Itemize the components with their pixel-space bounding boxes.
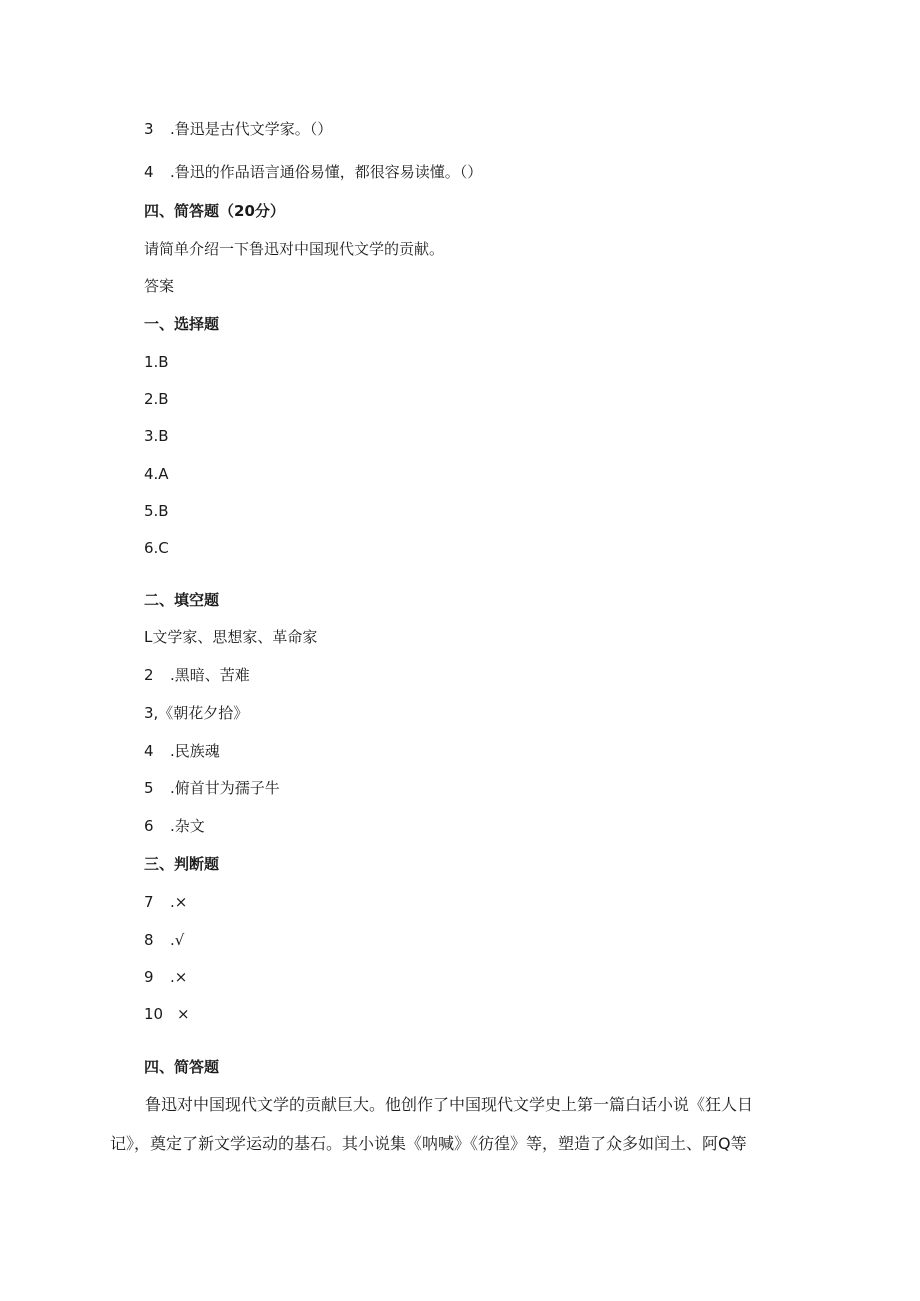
answer-number: 2 <box>144 666 154 684</box>
answer-text: .× <box>170 968 188 986</box>
question-number: 3 <box>144 120 154 138</box>
fill-answer <box>144 777 280 799</box>
answer-number: 10 <box>144 1005 164 1023</box>
short-answer-question: 请简单介绍一下鲁迅对中国现代文学的贡献。 <box>144 240 445 258</box>
answer-text: .俯首甘为孺子牛 <box>170 779 280 797</box>
fill-answer <box>144 664 250 686</box>
fill-answer <box>144 740 220 762</box>
judge-answer <box>144 1003 190 1025</box>
answers-title: 答案 <box>144 277 175 295</box>
short-answer-paragraph-line: 记》，奠定了新文学运动的基石。其小说集《呐喊》《彷徨》等，塑造了众多如闰土、阿Q等 <box>110 1134 747 1153</box>
answer-text: .民族魂 <box>170 742 220 760</box>
answer-text: × <box>177 1005 190 1023</box>
short-answer-heading: 四、简答题（20分） <box>144 202 285 220</box>
judge-answers-heading: 三、判断题 <box>144 855 220 873</box>
answer-number: 7 <box>144 893 154 911</box>
judgment-question-4 <box>144 161 482 183</box>
answer-text: .黑暗、苦难 <box>170 666 250 684</box>
judge-answer <box>144 966 187 988</box>
answer-number: 5 <box>144 779 154 797</box>
choice-answer: 2.B <box>144 390 169 408</box>
choice-answers-heading: 一、选择题 <box>144 315 220 333</box>
answer-number: 4 <box>144 742 154 760</box>
choice-answer: 6.C <box>144 539 169 557</box>
question-number: 4 <box>144 163 154 181</box>
choice-answer: 1.B <box>144 353 169 371</box>
judgment-question-3 <box>144 118 332 140</box>
answer-number: 9 <box>144 968 154 986</box>
judge-answer <box>144 891 187 913</box>
fill-answer <box>144 815 205 837</box>
choice-answer: 3.B <box>144 427 169 445</box>
answer-text: .× <box>170 893 188 911</box>
judge-answer <box>144 929 184 951</box>
answer-number: 6 <box>144 817 154 835</box>
choice-answer: 5.B <box>144 502 169 520</box>
short-answers-heading: 四、简答题 <box>144 1058 220 1076</box>
fill-answer: L文学家、思想家、革命家 <box>144 628 318 646</box>
choice-answer: 4.A <box>144 465 169 483</box>
fill-answers-heading: 二、填空题 <box>144 591 220 609</box>
answer-number: 8 <box>144 931 154 949</box>
question-text: .鲁迅是古代文学家。（） <box>170 120 333 138</box>
short-answer-paragraph-line: 鲁迅对中国现代文学的贡献巨大。他创作了中国现代文学史上第一篇白话小说《狂人日 <box>145 1095 754 1114</box>
question-text: .鲁迅的作品语言通俗易懂，都很容易读懂。（） <box>170 163 483 181</box>
answer-text: .杂文 <box>170 817 205 835</box>
answer-text: .√ <box>170 931 185 949</box>
fill-answer: 3,《朝花夕拾》 <box>144 704 249 722</box>
